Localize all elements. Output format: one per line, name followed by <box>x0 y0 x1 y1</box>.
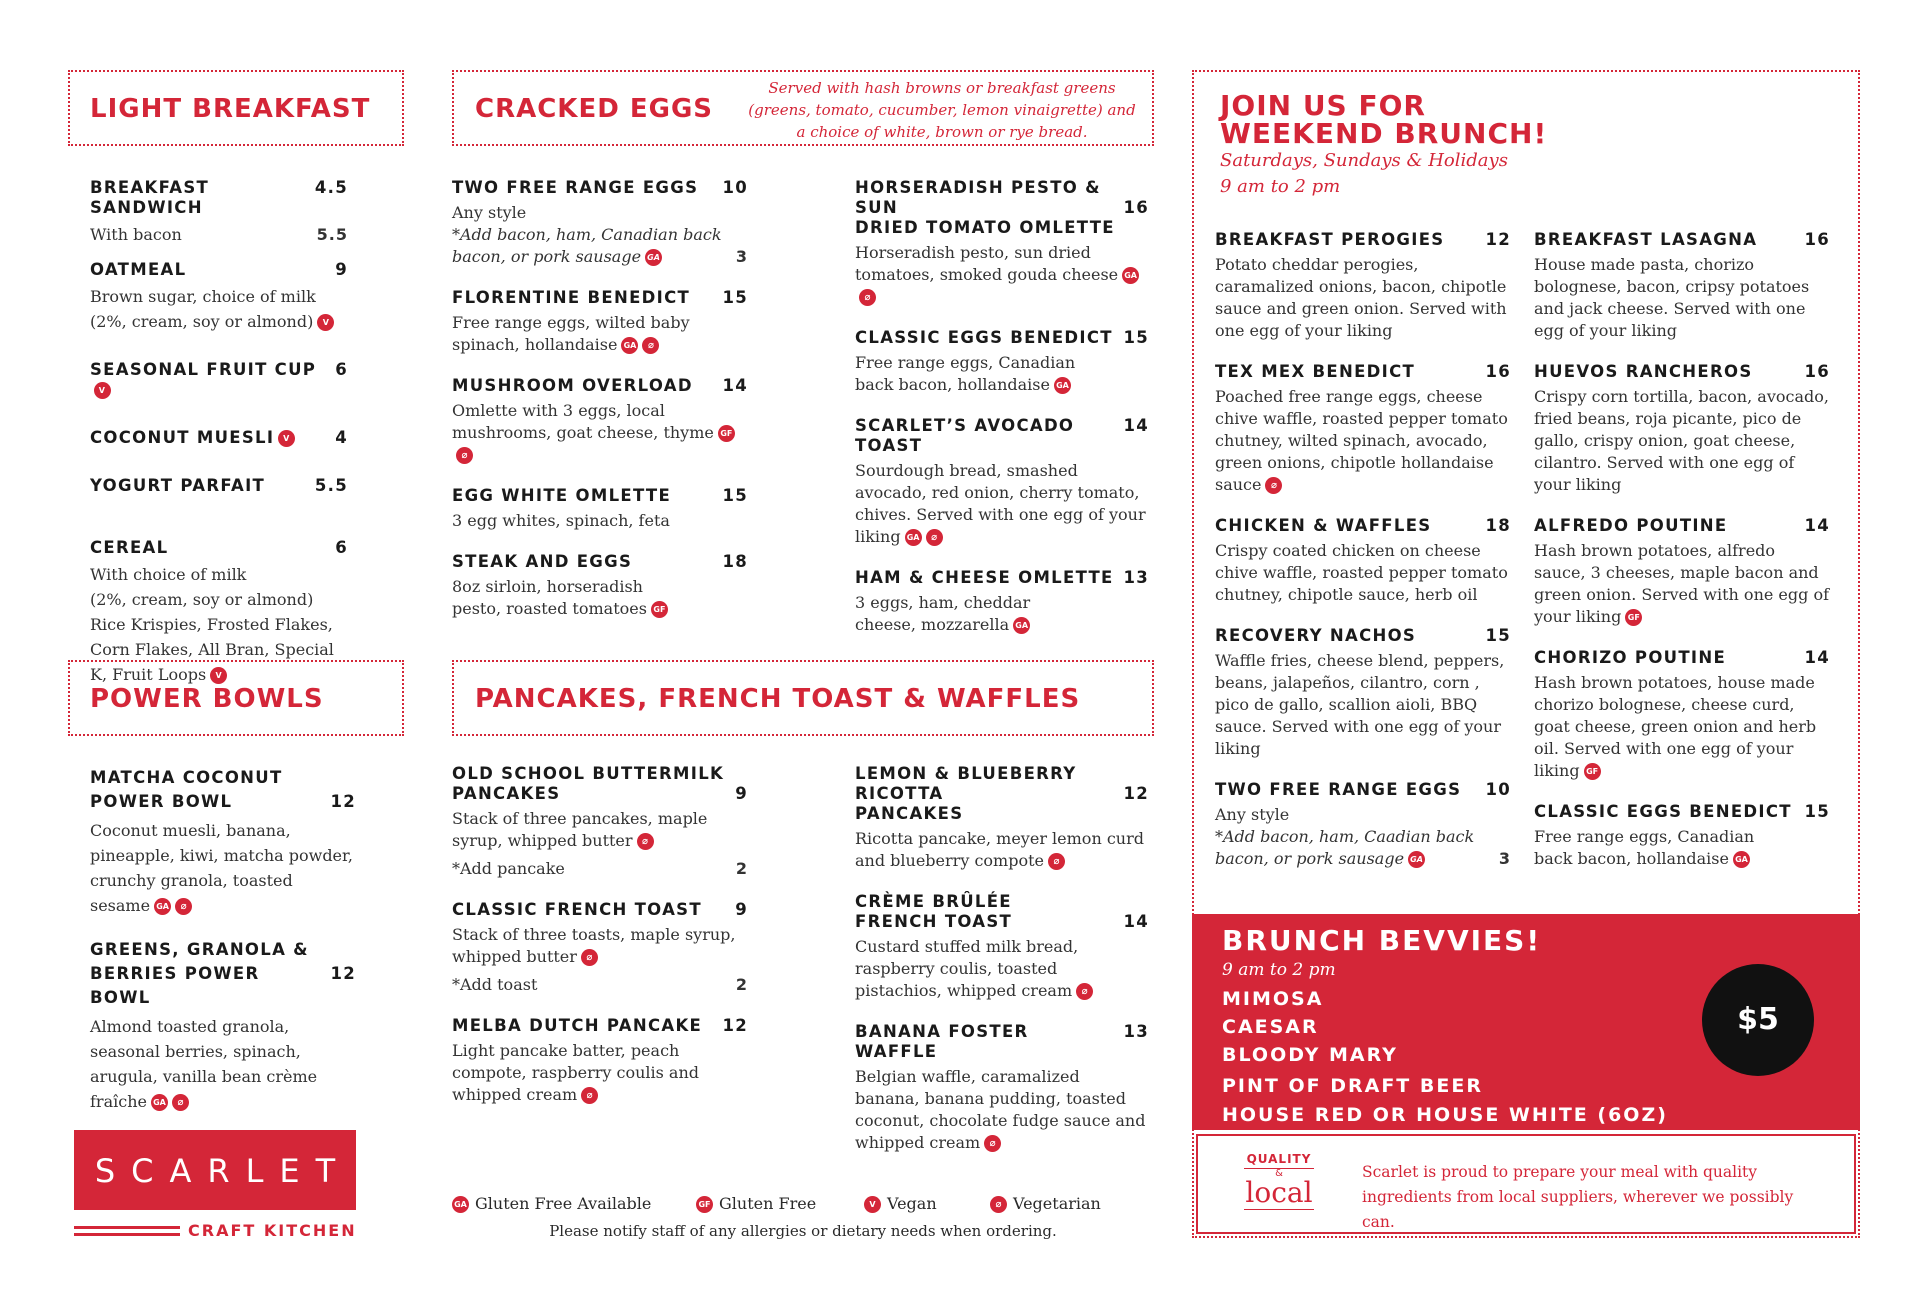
item-name: BREAKFAST PEROGIES <box>1215 230 1445 249</box>
vegetarian-icon: ⌀ <box>581 949 598 966</box>
item-price: 14 <box>722 376 748 395</box>
legend-vegetarian <box>990 1194 1101 1213</box>
item-name: MELBA DUTCH PANCAKE <box>452 1016 703 1035</box>
item-desc: Potato cheddar perogies, caramalized onions, bacon, chipotle sauce and green onion. Served with one egg of your liking <box>1215 255 1507 340</box>
menu-item <box>855 568 1149 636</box>
item-addon: With bacon <box>90 225 182 244</box>
bevvy-item: BLOODY MARY <box>1222 1044 1398 1066</box>
eggs-right-list <box>855 178 1149 654</box>
menu-item <box>90 766 356 918</box>
menu-item <box>452 178 748 268</box>
bevvy-item: CAESAR <box>1222 1016 1319 1038</box>
item-desc: Free range eggs, Canadian back bacon, hollandaise <box>855 353 1076 394</box>
menu-item <box>1534 362 1830 496</box>
menu-item <box>855 328 1149 396</box>
item-desc: With choice of milk <box>90 565 247 584</box>
menu-item <box>90 938 356 1114</box>
vegetarian-icon: ⌀ <box>637 833 654 850</box>
vegan-badge-icon: V <box>210 667 227 684</box>
gluten-free-icon: GF <box>1584 763 1601 780</box>
bevvies-price-badge: $5 <box>1702 964 1814 1076</box>
item-name: HAM & CHEESE OMLETTE <box>855 568 1114 587</box>
vegetarian-icon: ⌀ <box>642 337 659 354</box>
menu-item <box>855 764 1149 872</box>
item-price: 5.5 <box>314 476 348 495</box>
menu-item <box>1215 626 1511 760</box>
logo-quality: QUALITY <box>1244 1152 1314 1169</box>
gluten-free-available-icon: GA <box>1733 851 1750 868</box>
pancakes-right-list <box>855 764 1149 1172</box>
item-name: SCARLET’S AVOCADO TOAST <box>855 416 1075 455</box>
vegetarian-icon: ⌀ <box>984 1135 1001 1152</box>
item-desc: Ricotta pancake, meyer lemon curd and blueberry compote <box>855 829 1144 870</box>
item-desc: Horseradish pesto, sun dried tomatoes, smoked gouda cheese <box>855 243 1119 284</box>
legend-label: Gluten Free <box>719 1194 817 1213</box>
item-price: 12 <box>1123 784 1149 803</box>
vegetarian-icon: ⌀ <box>456 447 473 464</box>
menu-item <box>452 1016 748 1106</box>
menu-item <box>855 892 1149 1002</box>
brand-rule <box>74 1233 180 1236</box>
gluten-free-available-icon: GA <box>452 1196 469 1213</box>
item-price: 15 <box>1123 328 1149 347</box>
menu-item <box>452 764 748 880</box>
item-name: HORSERADISH PESTO & SUN DRIED TOMATO OMLETTE <box>855 178 1115 237</box>
item-price: 14 <box>1123 912 1149 931</box>
bevvies-title: BRUNCH BEVVIES! <box>1222 924 1542 957</box>
brunch-title-line1: JOIN US FOR <box>1220 89 1426 122</box>
bevvies-hours: 9 am to 2 pm <box>1222 960 1336 980</box>
gluten-free-icon: GF <box>718 425 735 442</box>
item-price: 12 <box>330 964 356 983</box>
item-desc: Sourdough bread, smashed avocado, red onion, cherry tomato, chives. Served with one egg of your liking <box>855 461 1146 546</box>
item-desc: Hash brown potatoes, alfredo sauce, 3 cheeses, maple bacon and green onion. Served with one egg of your liking <box>1534 541 1830 626</box>
item-name: MUSHROOM OVERLOAD <box>452 376 693 395</box>
item-name: GREENS, GRANOLA & BERRIES POWER BOWL <box>90 940 309 1007</box>
item-name: YOGURT PARFAIT <box>90 476 266 495</box>
vegetarian-icon: ⌀ <box>1076 983 1093 1000</box>
item-price: 15 <box>1485 626 1511 645</box>
item-price: 14 <box>1123 416 1149 435</box>
menu-item <box>1534 802 1830 870</box>
item-desc: 3 egg whites, spinach, feta <box>452 511 670 530</box>
item-price: 4.5 <box>314 178 348 197</box>
menu-item <box>1534 516 1830 628</box>
gluten-free-icon: GF <box>1625 609 1642 626</box>
cracked-eggs-title: CRACKED EGGS <box>475 94 714 124</box>
item-name: CLASSIC EGGS BENEDICT <box>855 328 1113 347</box>
item-name: MATCHA COCONUT POWER BOWL <box>90 768 283 811</box>
logo-local: local <box>1245 1176 1313 1209</box>
menu-item <box>452 552 748 620</box>
menu-item-breakfast-sandwich <box>90 178 348 246</box>
item-name: TEX MEX BENEDICT <box>1215 362 1416 381</box>
item-addon-price: 2 <box>735 859 748 878</box>
item-price: 16 <box>1804 362 1830 381</box>
item-price: 16 <box>1804 230 1830 249</box>
legend-label: Gluten Free Available <box>475 1194 652 1213</box>
item-desc: 8oz sirloin, horseradish pesto, roasted tomatoes <box>452 577 647 618</box>
menu-item <box>452 900 748 996</box>
item-price: 6 <box>335 360 348 379</box>
item-addon: *Add bacon, ham, Canadian back bacon, or pork sausage <box>452 225 722 266</box>
item-desc: Hash brown potatoes, house made chorizo bolognese, cheese curd, goat cheese, green onion and herb oil. Served with one egg of your liking <box>1534 673 1817 780</box>
item-name: RECOVERY NACHOS <box>1215 626 1417 645</box>
vegan-badge-icon: V <box>317 314 334 331</box>
menu-item <box>1215 362 1511 496</box>
brunch-hours: 9 am to 2 pm <box>1220 176 1341 197</box>
item-price: 6 <box>335 538 348 557</box>
pancakes-title: PANCAKES, FRENCH TOAST & WAFFLES <box>475 684 1081 714</box>
item-addon-price: 2 <box>735 975 748 994</box>
brunch-right-list <box>1534 230 1830 888</box>
item-name: COCONUT MUESLI <box>90 428 275 447</box>
menu-item <box>1534 648 1830 782</box>
vegan-badge-icon: V <box>94 382 111 399</box>
gluten-free-available-icon: GA <box>621 337 638 354</box>
item-price: 9 <box>735 784 748 803</box>
item-price: 15 <box>1804 802 1830 821</box>
item-addon-price: 3 <box>1498 849 1511 868</box>
item-name: BANANA FOSTER WAFFLE <box>855 1022 1029 1061</box>
item-price: 12 <box>330 792 356 811</box>
brand-rule <box>74 1226 180 1229</box>
pancakes-left-list <box>452 764 748 1124</box>
item-price: 9 <box>335 260 348 279</box>
item-name: FLORENTINE BENEDICT <box>452 288 691 307</box>
gluten-free-available-icon: GA <box>1013 617 1030 634</box>
item-name: TWO FREE RANGE EGGS <box>1215 780 1462 799</box>
brunch-left-list <box>1215 230 1511 888</box>
menu-item <box>1215 780 1511 870</box>
gluten-free-available-icon: GA <box>151 1094 168 1111</box>
legend-gluten-free-available <box>452 1194 651 1213</box>
menu-item <box>1215 516 1511 606</box>
item-name: BREAKFAST SANDWICH <box>90 178 210 217</box>
item-name: CHORIZO POUTINE <box>1534 648 1727 667</box>
bevvy-item: HOUSE RED OR HOUSE WHITE (6OZ) <box>1222 1104 1668 1126</box>
item-price: 16 <box>1485 362 1511 381</box>
item-desc: Free range eggs, wilted baby spinach, hollandaise <box>452 313 690 354</box>
item-price: 18 <box>1485 516 1511 535</box>
item-price: 12 <box>1485 230 1511 249</box>
item-desc: Rice Krispies, Frosted Flakes, Corn Flakes, All Bran, Special K, Fruit Loops <box>90 615 334 684</box>
gluten-free-available-icon: GA <box>1408 851 1425 868</box>
item-price: 13 <box>1123 568 1149 587</box>
item-name: TWO FREE RANGE EGGS <box>452 178 699 197</box>
allergy-note: Please notify staff of any allergies or dietary needs when ordering. <box>549 1222 1057 1240</box>
legend-label: Vegetarian <box>1013 1194 1101 1213</box>
item-name: BREAKFAST LASAGNA <box>1534 230 1758 249</box>
menu-item <box>855 416 1149 548</box>
logo-amp: & <box>1275 1168 1283 1179</box>
item-desc: Omlette with 3 eggs, local mushrooms, goat cheese, thyme <box>452 401 714 442</box>
item-price: 15 <box>722 288 748 307</box>
item-name: CHICKEN & WAFFLES <box>1215 516 1432 535</box>
menu-item-oatmeal <box>90 260 348 334</box>
gluten-free-icon: GF <box>651 601 668 618</box>
brunch-days: Saturdays, Sundays & Holidays <box>1220 150 1508 171</box>
item-desc: Crispy coated chicken on cheese chive waffle, roasted pepper tomato chutney, chipotle sauce, herb oil <box>1215 541 1508 604</box>
menu-item-coconut-muesli <box>90 428 348 448</box>
menu-item <box>452 376 748 466</box>
legend-vegan <box>864 1194 937 1213</box>
gluten-free-available-icon: GA <box>154 898 171 915</box>
item-name: ALFREDO POUTINE <box>1534 516 1728 535</box>
item-price: 12 <box>722 1016 748 1035</box>
gluten-free-available-icon: GA <box>905 529 922 546</box>
item-name: STEAK AND EGGS <box>452 552 633 571</box>
menu-item-fruit-cup <box>90 360 348 400</box>
item-price: 16 <box>1123 198 1149 217</box>
item-name: OATMEAL <box>90 260 187 279</box>
vegetarian-icon: ⌀ <box>859 289 876 306</box>
gluten-free-icon: GF <box>696 1196 713 1213</box>
menu-item <box>452 486 748 532</box>
item-desc: Any style <box>452 203 527 222</box>
item-name: CEREAL <box>90 538 169 557</box>
light-breakfast-list <box>90 178 348 705</box>
menu-item <box>452 288 748 356</box>
vegetarian-icon: ⌀ <box>581 1087 598 1104</box>
item-price: 14 <box>1804 648 1830 667</box>
brunch-title-line2: WEEKEND BRUNCH! <box>1220 117 1548 150</box>
cracked-eggs-note: Served with hash browns or breakfast greens (greens, tomato, cucumber, lemon vinaigrette) and a choice of white, brown or rye bread. <box>748 79 1136 141</box>
menu-item <box>855 178 1149 308</box>
eggs-left-list <box>452 178 748 638</box>
item-price: 14 <box>1804 516 1830 535</box>
item-addon: *Add pancake <box>452 859 565 878</box>
item-addon: *Add bacon, ham, Caadian back bacon, or pork sausage <box>1215 827 1475 868</box>
item-desc: Light pancake batter, peach compote, raspberry coulis and whipped cream <box>452 1041 699 1104</box>
menu-item-yogurt-parfait <box>90 476 348 496</box>
item-desc: 3 eggs, ham, cheddar cheese, mozzarella <box>855 593 1031 634</box>
item-desc: Poached free range eggs, cheese chive waffle, roasted pepper tomato chutney, wilted spinach, avocado, green onions, chipotle hollandaise sauce <box>1215 387 1508 494</box>
item-name: CLASSIC EGGS BENEDICT <box>1534 802 1792 821</box>
item-desc: Custard stuffed milk bread, raspberry coulis, toasted pistachios, whipped cream <box>855 937 1079 1000</box>
vegetarian-icon: ⌀ <box>172 1094 189 1111</box>
brand-subtitle: CRAFT KITCHEN <box>188 1221 357 1240</box>
power-bowls-title: POWER BOWLS <box>90 684 324 714</box>
vegetarian-icon: ⌀ <box>175 898 192 915</box>
item-desc: Waffle fries, cheese blend, peppers, beans, jalapeños, cilantro, corn , pico de gallo, scallion aioli, BBQ sauce. Served with one egg of your liking <box>1215 651 1505 758</box>
item-addon-price: 3 <box>735 247 748 266</box>
item-name: CRÈME BRÛLÉE FRENCH TOAST <box>855 892 1013 931</box>
item-name: LEMON & BLUEBERRY RICOTTA PANCAKES <box>855 764 1077 823</box>
item-desc: Crispy corn tortilla, bacon, avocado, fried beans, roja picante, pico de gallo, crispy onion, goat cheese, cilantro. Served with one egg of your liking <box>1534 387 1829 494</box>
light-breakfast-title: LIGHT BREAKFAST <box>90 94 371 124</box>
vegetarian-icon: ⌀ <box>926 529 943 546</box>
item-desc: Free range eggs, Canadian back bacon, hollandaise <box>1534 827 1755 868</box>
item-name: EGG WHITE OMLETTE <box>452 486 672 505</box>
legend-label: Vegan <box>887 1194 937 1213</box>
item-price: 9 <box>735 900 748 919</box>
item-addon-price: 5.5 <box>316 225 348 244</box>
vegetarian-icon: ⌀ <box>1048 853 1065 870</box>
item-price: 18 <box>722 552 748 571</box>
item-desc: Belgian waffle, caramalized banana, banana pudding, toasted coconut, chocolate fudge sauce and whipped cream <box>855 1067 1146 1152</box>
bevvy-item: PINT OF DRAFT BEER <box>1222 1075 1483 1097</box>
gluten-free-available-icon: GA <box>1122 267 1139 284</box>
vegan-badge-icon: V <box>864 1196 881 1213</box>
gluten-free-available-icon: GA <box>1054 377 1071 394</box>
vegetarian-icon: ⌀ <box>1265 477 1282 494</box>
quality-local-logo <box>1244 1152 1314 1210</box>
item-price: 13 <box>1123 1022 1149 1041</box>
item-price: 10 <box>722 178 748 197</box>
legend-gluten-free <box>696 1194 816 1213</box>
item-desc: Coconut muesli, banana, pineapple, kiwi, matcha powder, crunchy granola, toasted sesame <box>90 821 353 915</box>
item-name: HUEVOS RANCHEROS <box>1534 362 1753 381</box>
menu-item <box>1534 230 1830 342</box>
item-name: OLD SCHOOL BUTTERMILK PANCAKES <box>452 764 725 803</box>
menu-item <box>1215 230 1511 342</box>
item-addon: *Add toast <box>452 975 538 994</box>
brand-name: SCARLET <box>94 1152 352 1190</box>
quality-text: Scarlet is proud to prepare your meal with quality ingredients from local suppliers, wherever we possibly can. <box>1362 1163 1794 1231</box>
item-price: 10 <box>1485 780 1511 799</box>
power-bowls-list <box>90 766 356 1132</box>
item-desc: House made pasta, chorizo bolognese, bacon, cripsy potatoes and jack cheese. Served with one egg of your liking <box>1534 255 1810 340</box>
vegetarian-icon: ⌀ <box>990 1196 1007 1213</box>
bevvy-item: MIMOSA <box>1222 988 1324 1010</box>
item-price: 4 <box>335 428 348 447</box>
item-desc: Stack of three pancakes, maple syrup, whipped butter <box>452 809 708 850</box>
item-name: SEASONAL FRUIT CUP <box>90 360 317 379</box>
item-desc: Almond toasted granola, seasonal berries, spinach, arugula, vanilla bean crème fraîche <box>90 1017 318 1111</box>
item-desc: Stack of three toasts, maple syrup, whipped butter <box>452 925 736 966</box>
item-desc: Brown sugar, choice of milk (2%, cream, soy or almond) <box>90 287 316 331</box>
vegan-badge-icon: V <box>278 430 295 447</box>
item-name: CLASSIC FRENCH TOAST <box>452 900 702 919</box>
item-desc: Any style <box>1215 805 1290 824</box>
menu-item <box>855 1022 1149 1154</box>
item-desc: (2%, cream, soy or almond) <box>90 590 314 609</box>
gluten-free-available-icon: GA <box>645 249 662 266</box>
item-price: 15 <box>722 486 748 505</box>
